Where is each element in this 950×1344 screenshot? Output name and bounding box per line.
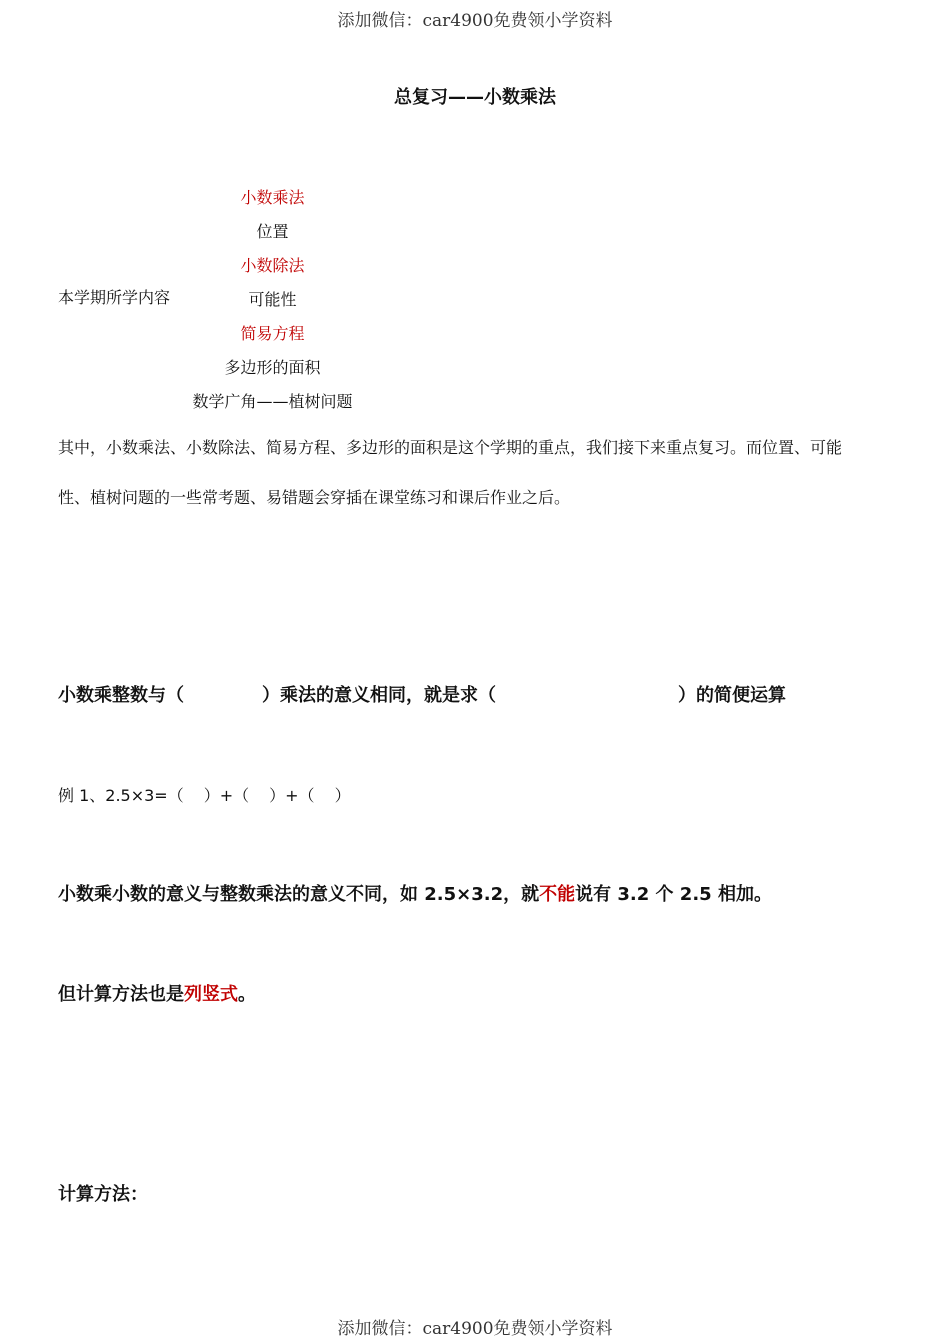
page-title: 总复习——小数乘法 bbox=[394, 87, 556, 108]
example-1 bbox=[58, 783, 351, 806]
method-before: 但计算方法也是 bbox=[58, 984, 184, 1005]
example-mid-1: ）+（ bbox=[203, 786, 250, 805]
example-mid-2: ）+（ bbox=[269, 786, 315, 805]
intro-line-2: 性、植树问题的一些常考题、易错题会穿插在课堂练习和课后作业之后。 bbox=[58, 488, 571, 507]
contents-item-decimal-multiplication: 小数乘法 bbox=[240, 188, 305, 207]
method-line bbox=[58, 980, 256, 1006]
contents-item-possibility: 可能性 bbox=[248, 290, 297, 309]
calc-heading: 计算方法： bbox=[58, 1184, 148, 1205]
contents-item-polygon-area: 多边形的面积 bbox=[224, 358, 321, 377]
contents-item-position: 位置 bbox=[256, 222, 289, 241]
statement-emphasis: 不能 bbox=[539, 884, 576, 905]
method-emphasis: 列竖式 bbox=[184, 984, 238, 1005]
contents-item-tree-planting: 数学广角——植树问题 bbox=[192, 392, 353, 411]
contents-item-decimal-division: 小数除法 bbox=[240, 256, 305, 275]
statement-after: 说有 3.2 个 2.5 相加。 bbox=[575, 884, 772, 905]
question-part-2: ）乘法的意义相同，就是求（ bbox=[262, 685, 496, 706]
intro-line-1: 其中，小数乘法、小数除法、简易方程、多边形的面积是这个学期的重点，我们接下来重点复习。而位置、可能 bbox=[58, 438, 843, 457]
example-prefix: 例 1、2.5×3=（ bbox=[58, 786, 184, 805]
question-decimal-times-integer bbox=[58, 681, 786, 707]
contents-item-simple-equations: 简易方程 bbox=[240, 324, 305, 343]
method-after: 。 bbox=[238, 984, 256, 1005]
watermark-bottom: 添加微信：car4900免费领小学资料 bbox=[337, 1319, 613, 1339]
contents-label: 本学期所学内容 bbox=[58, 288, 171, 307]
example-end: ） bbox=[334, 786, 351, 805]
statement-decimal-times-decimal bbox=[58, 880, 772, 906]
watermark-top: 添加微信：car4900免费领小学资料 bbox=[337, 11, 613, 31]
question-part-3: ）的简便运算 bbox=[678, 685, 786, 706]
question-part-1: 小数乘整数与（ bbox=[58, 685, 184, 706]
statement-before: 小数乘小数的意义与整数乘法的意义不同，如 2.5×3.2，就 bbox=[58, 884, 540, 905]
